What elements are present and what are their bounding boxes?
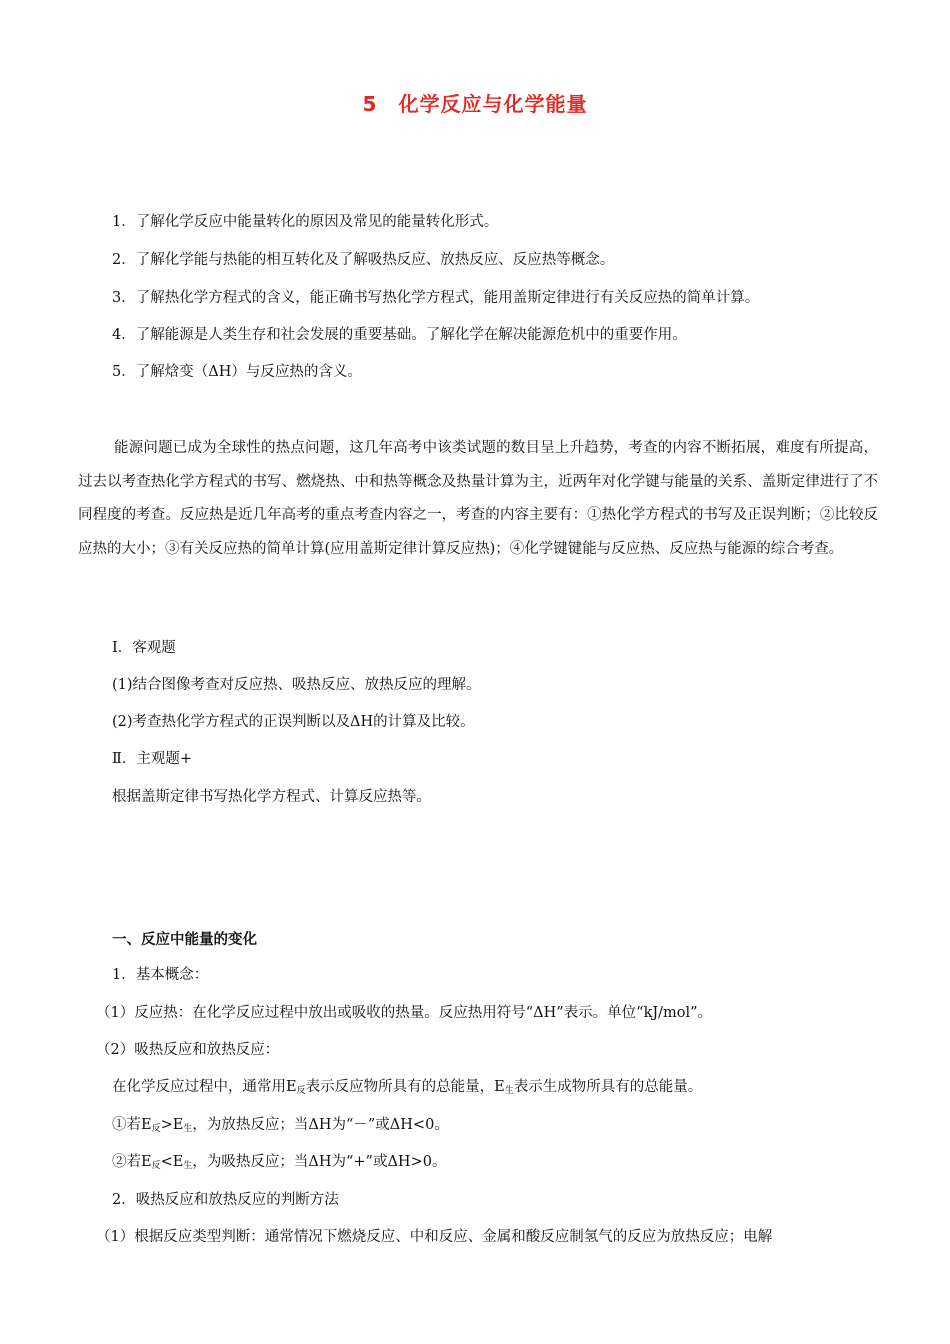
section-heading: 一、反应中能量的变化	[112, 932, 257, 948]
item-objective-questions: Ⅰ．客观题	[112, 640, 176, 656]
energy-definition-text-c: 表示生成物所具有的总能量。	[513, 1079, 703, 1095]
objective-3: 3．了解热化学方程式的含义，能正确书写热化学方程式，能用盖斯定律进行有关反应热的简单计算。	[112, 290, 760, 306]
item-subjective-1: 根据盖斯定律书写热化学方程式、计算反应热等。	[112, 789, 431, 805]
basic-concept-heading: 1．基本概念：	[112, 967, 209, 983]
judge-by-type: （1）根据反应类型判断：通常情况下燃烧反应、中和反应、金属和酸反应制氢气的反应为放热反应；电解	[96, 1229, 773, 1245]
exothermic-case-text-a: ①若E	[112, 1117, 152, 1133]
exothermic-case-text-b: >E	[160, 1117, 184, 1133]
endothermic-case-text-b: <E	[160, 1154, 184, 1170]
item-objective-2: (2)考查热化学方程式的正误判断以及ΔH的计算及比较。	[112, 714, 475, 730]
objective-5: 5．了解焓变（ΔH）与反应热的含义。	[112, 364, 362, 380]
objective-1: 1．了解化学反应中能量转化的原因及常见的能量转化形式。	[112, 214, 499, 230]
reaction-heat-definition: （1）反应热：在化学反应过程中放出或吸收的热量。反应热用符号“ΔH”表示。单位“kJ/mol”。	[96, 1005, 713, 1021]
exothermic-case-sub-product: 生	[183, 1124, 193, 1134]
endothermic-case-text-a: ②若E	[112, 1154, 152, 1170]
analysis-paragraph: 能源问题已成为全球性的热点问题，这几年高考中该类试题的数目呈上升趋势，考查的内容不断拓展，难度有所提高，过去以考查热化学方程式的书写、燃烧热、中和热等概念及热量计算为主，近两年对化学键与能量的关系、盖斯定律进行了不同程度的考查。反应热是近几年高考的重点考查内容之一，考查的内容主要有：①热化学方程式的书写及正误判断；②比较反应热的大小；③有关反应热的简单计算(应用盖斯定律计算反应热)；④化学键键能与反应热、反应热与能源的综合考查。	[78, 440, 878, 557]
objective-2: 2．了解化学能与热能的相互转化及了解吸热反应、放热反应、反应热等概念。	[112, 252, 615, 268]
endothermic-case	[112, 1152, 446, 1176]
energy-definition-sub-reactant: 反	[296, 1086, 306, 1096]
exothermic-case-sub-reactant: 反	[151, 1124, 161, 1134]
exothermic-case	[112, 1115, 449, 1139]
endo-exo-heading: （2）吸热反应和放热反应：	[96, 1042, 280, 1058]
page-title: 5 化学反应与化学能量	[362, 92, 588, 116]
energy-definition-text-b: 表示反应物所具有的总能量，E	[305, 1079, 505, 1095]
energy-definition-text-a: 在化学反应过程中，通常用E	[112, 1079, 297, 1095]
energy-definition	[112, 1077, 702, 1101]
item-subjective-questions: Ⅱ．主观题+	[112, 751, 193, 767]
judge-method-heading: 2．吸热反应和放热反应的判断方法	[112, 1192, 339, 1208]
endothermic-case-text-c: ，为吸热反应；当ΔH为“+”或ΔH>0。	[192, 1154, 447, 1170]
item-objective-1: (1)结合图像考查对反应热、吸热反应、放热反应的理解。	[112, 677, 481, 693]
energy-definition-sub-product: 生	[504, 1086, 514, 1096]
endothermic-case-sub-product: 生	[183, 1161, 193, 1171]
objective-4: 4．了解能源是人类生存和社会发展的重要基础。了解化学在解决能源危机中的重要作用。	[112, 327, 687, 343]
exothermic-case-text-c: ，为放热反应；当ΔH为“－”或ΔH<0。	[192, 1117, 449, 1133]
endothermic-case-sub-reactant: 反	[151, 1161, 161, 1171]
